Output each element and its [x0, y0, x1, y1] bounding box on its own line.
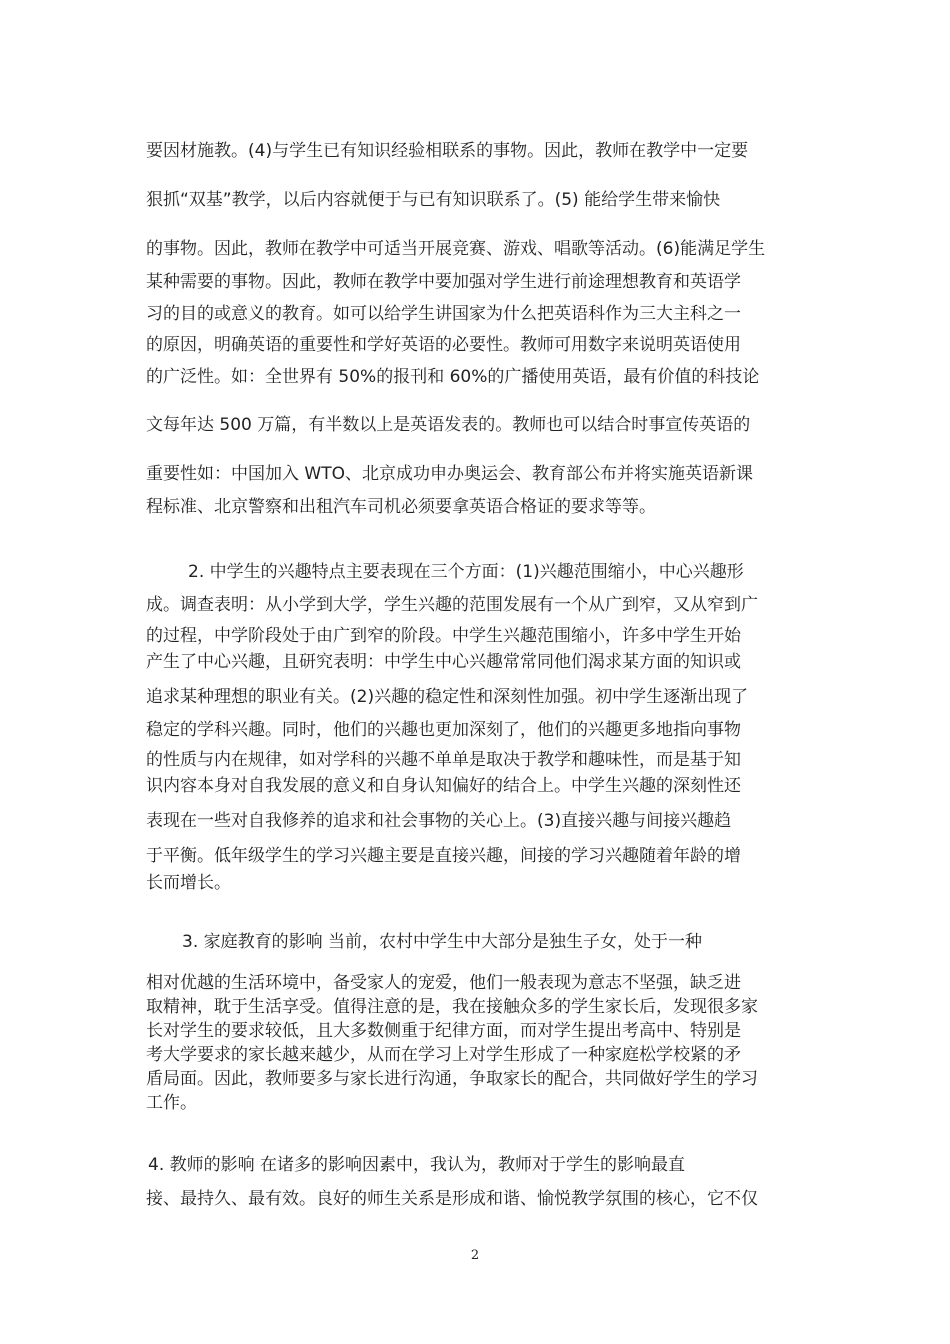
text-line: 的事物。因此，教师在教学中可适当开展竞赛、游戏、唱歌等活动。(6)能满足学生 — [146, 239, 766, 259]
text-line: 的原因，明确英语的重要性和学好英语的必要性。教师可用数字来说明英语使用 — [146, 335, 741, 355]
text-line: 稳定的学科兴趣。同时，他们的兴趣也更加深刻了，他们的兴趣更多地指向事物 — [146, 720, 741, 740]
text-line: 追求某种理想的职业有关。(2)兴趣的稳定性和深刻性加强。初中学生逐渐出现了 — [146, 687, 749, 707]
text-line: 的广泛性。如：全世界有 50%的报刊和 60%的广播使用英语，最有价值的科技论 — [146, 367, 760, 387]
text-line: 于平衡。低年级学生的学习兴趣主要是直接兴趣，间接的学习兴趣随着年龄的增 — [146, 846, 741, 866]
text-line: 接、最持久、最有效。良好的师生关系是形成和谐、愉悦教学氛围的核心，它不仅 — [146, 1189, 758, 1209]
text-line: 工作。 — [146, 1093, 197, 1113]
text-line: 重要性如：中国加入 WTO、北京成功申办奥运会、教育部公布并将实施英语新课 — [146, 464, 753, 484]
text-line: 识内容本身对自我发展的意义和自身认知偏好的结合上。中学生兴趣的深刻性还 — [146, 776, 741, 796]
text-line: 某种需要的事物。因此，教师在教学中要加强对学生进行前途理想教育和英语学 — [146, 272, 741, 292]
text-line: 取精神，耽于生活享受。值得注意的是，我在接触众多的学生家长后，发现很多家 — [146, 997, 758, 1017]
page-number: 2 — [470, 1248, 480, 1263]
text-line: 程标准、北京警察和出租汽车司机必须要拿英语合格证的要求等等。 — [146, 497, 656, 517]
text-line: 的性质与内在规律，如对学科的兴趣不单单是取决于教学和趣味性，而是基于知 — [146, 750, 741, 770]
text-line: 长对学生的要求较低，且大多数侧重于纪律方面，而对学生提出考高中、特别是 — [146, 1021, 741, 1041]
text-line: 狠抓“双基”教学，以后内容就便于与已有知识联系了。(5) 能给学生带来愉快 — [146, 190, 721, 210]
text-line: 成。调查表明：从小学到大学，学生兴趣的范围发展有一个从广到窄，又从窄到广 — [146, 595, 758, 615]
text-line: 文每年达 500 万篇，有半数以上是英语发表的。教师也可以结合时事宣传英语的 — [146, 415, 751, 435]
text-line: 3. 家庭教育的影响 当前，农村中学生中大部分是独生子女，处于一种 — [182, 932, 703, 952]
text-line: 长而增长。 — [146, 873, 231, 893]
text-line: 2. 中学生的兴趣特点主要表现在三个方面：(1)兴趣范围缩小，中心兴趣形 — [188, 562, 744, 582]
text-line: 的过程，中学阶段处于由广到窄的阶段。中学生兴趣范围缩小，许多中学生开始 — [146, 626, 741, 646]
text-line: 习的目的或意义的教育。如可以给学生讲国家为什么把英语科作为三大主科之一 — [146, 304, 741, 324]
text-line: 要因材施教。(4)与学生已有知识经验相联系的事物。因此，教师在教学中一定要 — [146, 141, 749, 161]
text-line: 表现在一些对自我修养的追求和社会事物的关心上。(3)直接兴趣与间接兴趣趋 — [146, 811, 732, 831]
text-line: 盾局面。因此，教师要多与家长进行沟通，争取家长的配合，共同做好学生的学习 — [146, 1069, 758, 1089]
text-line: 考大学要求的家长越来越少，从而在学习上对学生形成了一种家庭松学校紧的矛 — [146, 1045, 741, 1065]
text-line: 4. 教师的影响 在诸多的影响因素中，我认为，教师对于学生的影响最直 — [148, 1155, 686, 1175]
text-line: 相对优越的生活环境中，备受家人的宠爱，他们一般表现为意志不坚强，缺乏进 — [146, 973, 741, 993]
text-line: 产生了中心兴趣，且研究表明：中学生中心兴趣常常同他们渴求某方面的知识或 — [146, 652, 741, 672]
